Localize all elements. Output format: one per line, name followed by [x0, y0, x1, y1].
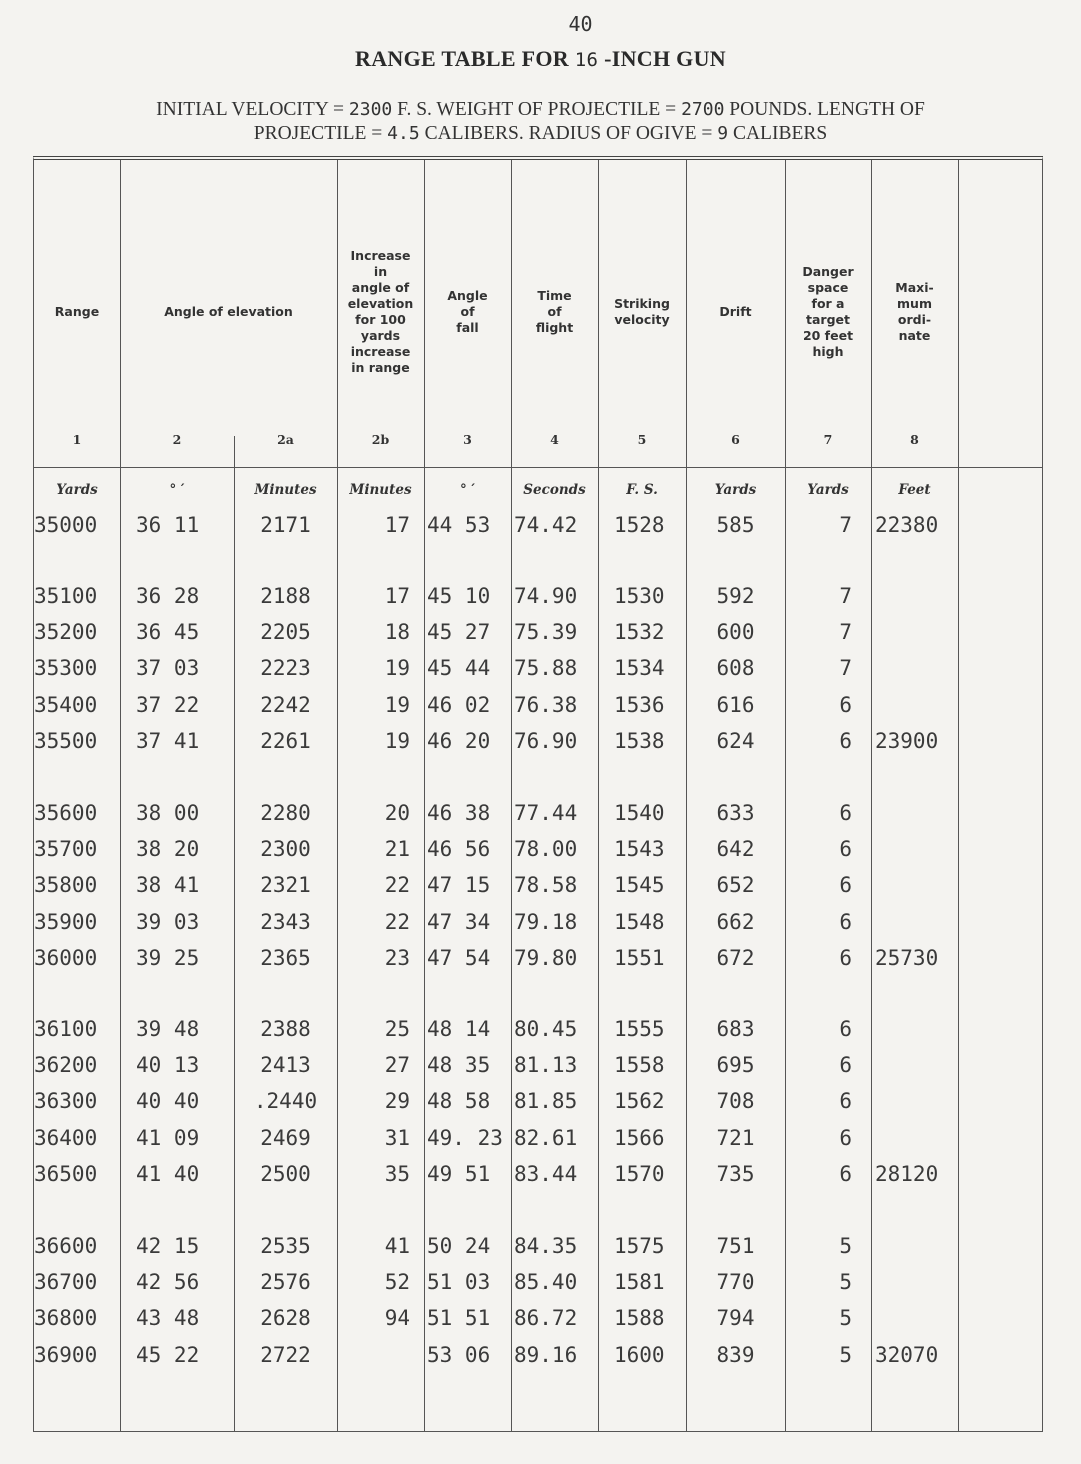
cell-vel: 1538	[614, 728, 665, 753]
header-text: Danger	[802, 264, 854, 279]
cell-incr: 29	[384, 1089, 410, 1114]
cell-danger: 5	[839, 1306, 852, 1331]
cell-danger: 6	[839, 837, 852, 862]
cell-danger: 6	[839, 1017, 852, 1041]
cell-vel: 1575	[614, 1234, 665, 1258]
title-suffix: -INCH GUN	[604, 46, 726, 71]
cell-elev-min: 2223	[260, 656, 311, 681]
column-number: 2	[172, 432, 182, 447]
cell-tof: 80.45	[514, 1017, 578, 1041]
header-text: target	[806, 312, 850, 327]
cell-drift: 721	[716, 1125, 755, 1150]
column-unit: Minutes	[349, 482, 412, 498]
cell-elev-min: 2343	[260, 909, 311, 934]
cell-vel: 1588	[614, 1306, 665, 1331]
cell-fall: 45 44	[427, 656, 491, 681]
cell-vel: 1555	[614, 1017, 665, 1041]
cell-fall: 45 27	[427, 620, 491, 645]
column-number: 5	[637, 432, 647, 447]
cell-elev: 42 15	[136, 1234, 200, 1258]
cell-elev-min: 2365	[260, 945, 311, 970]
column-unit: Minutes	[254, 482, 317, 498]
header-text: velocity	[614, 312, 670, 327]
cell-elev-min: 2300	[260, 837, 311, 862]
cell-maxord: 25730	[875, 945, 939, 970]
cell-vel: 1551	[614, 945, 665, 970]
cell-range: 35300	[34, 656, 98, 681]
header-text: Angle of elevation	[164, 304, 293, 319]
cell-range: 36200	[34, 1053, 98, 1078]
cell-elev-min: 2576	[260, 1270, 311, 1295]
cell-danger: 5	[839, 1342, 852, 1367]
cell-fall: 49 51	[427, 1161, 491, 1186]
cell-fall: 46 38	[427, 801, 491, 825]
cell-range: 35100	[34, 584, 98, 608]
cell-vel: 1600	[614, 1342, 665, 1367]
cell-vel: 1530	[614, 584, 665, 608]
title-prefix: RANGE TABLE FOR	[355, 46, 569, 71]
cell-range: 36800	[34, 1306, 98, 1331]
header-text: in range	[351, 360, 410, 375]
spec-line-1	[40, 98, 1041, 122]
cell-elev: 42 56	[136, 1270, 200, 1295]
cell-tof: 81.85	[514, 1089, 578, 1114]
column-number: 6	[731, 432, 740, 447]
cell-range: 35400	[34, 692, 98, 717]
cell-tof: 76.90	[514, 728, 578, 753]
header-text: Range	[54, 304, 100, 319]
cell-range: 35700	[34, 837, 98, 862]
cell-vel: 1532	[614, 620, 665, 645]
column-divider	[424, 160, 425, 1431]
header-text: angle of	[351, 280, 410, 295]
cell-tof: 75.39	[514, 620, 578, 645]
column-unit: Yards	[714, 482, 757, 498]
cell-fall: 51 03	[427, 1270, 491, 1295]
cell-drift: 616	[716, 692, 755, 717]
header-text: Time	[537, 288, 572, 303]
cell-danger: 7	[839, 656, 852, 681]
cell-range: 35500	[34, 728, 98, 753]
cell-incr: 18	[384, 620, 410, 645]
header-text: ordi-	[897, 312, 932, 327]
cell-elev: 38 20	[136, 837, 200, 862]
header-text: fall	[456, 320, 479, 335]
cell-fall: 47 15	[427, 873, 491, 898]
cell-danger: 6	[839, 1125, 852, 1150]
cell-range: 35200	[34, 620, 98, 645]
cell-range: 36700	[34, 1270, 98, 1295]
column-divider	[511, 160, 512, 1431]
header-text: high	[812, 344, 844, 359]
cell-elev-min: 2242	[260, 692, 311, 717]
cell-elev-min: 2280	[260, 801, 311, 825]
column-number: 3	[463, 432, 472, 447]
cell-elev: 39 25	[136, 945, 200, 970]
cell-vel: 1558	[614, 1053, 665, 1078]
cell-elev-min: 2205	[260, 620, 311, 645]
cell-range: 36400	[34, 1125, 98, 1150]
cell-range: 35900	[34, 909, 98, 934]
table-specifications	[40, 98, 1041, 146]
cell-range: 35800	[34, 873, 98, 898]
cell-elev: 41 40	[136, 1161, 200, 1186]
column-number: 4	[550, 432, 559, 447]
cell-tof: 84.35	[514, 1234, 578, 1258]
cell-incr: 23	[384, 945, 410, 970]
cell-elev: 39 03	[136, 909, 200, 934]
cell-drift: 770	[716, 1270, 755, 1295]
header-separator	[34, 467, 1042, 468]
cell-drift: 794	[716, 1306, 755, 1331]
cell-danger: 6	[839, 873, 852, 898]
cell-fall: 47 34	[427, 909, 491, 934]
cell-tof: 74.90	[514, 584, 578, 608]
cell-elev-min: 2188	[260, 584, 311, 608]
cell-fall: 46 02	[427, 692, 491, 717]
header-text: Drift	[719, 304, 752, 319]
cell-incr: 22	[384, 909, 410, 934]
spec-text: F. S. WEIGHT OF PROJECTILE =	[397, 99, 677, 120]
cell-drift: 672	[716, 945, 755, 970]
header-text: for 100	[355, 312, 406, 327]
cell-fall: 48 14	[427, 1017, 491, 1041]
cell-drift: 735	[716, 1161, 755, 1186]
spec-text: INITIAL VELOCITY =	[156, 99, 345, 120]
column-number: 2a	[277, 432, 294, 447]
cell-range: 36600	[34, 1234, 98, 1258]
cell-drift: 600	[716, 620, 755, 645]
cell-elev-min: 2628	[260, 1306, 311, 1331]
cell-fall: 50 24	[427, 1234, 491, 1258]
cell-vel: 1548	[614, 909, 665, 934]
range-table	[33, 156, 1043, 1432]
cell-vel: 1540	[614, 801, 665, 825]
cell-elev-min: 2722	[260, 1342, 311, 1367]
cell-elev-min: .2440	[253, 1089, 318, 1114]
cell-drift: 585	[716, 513, 755, 537]
cell-elev: 45 22	[136, 1342, 200, 1367]
cell-tof: 77.44	[514, 801, 578, 825]
cell-danger: 7	[839, 620, 852, 645]
cell-tof: 78.00	[514, 837, 578, 862]
cell-incr: 17	[384, 513, 410, 537]
spec-line-2	[40, 122, 1041, 146]
cell-danger: 6	[839, 801, 852, 825]
header-text: 20 feet	[802, 328, 854, 343]
cell-danger: 6	[839, 1161, 852, 1186]
cell-tof: 78.58	[514, 873, 578, 898]
cell-drift: 642	[716, 837, 755, 862]
cell-danger: 7	[839, 513, 852, 537]
cell-fall: 46 56	[427, 837, 491, 862]
cell-elev-min: 2413	[260, 1053, 311, 1078]
header-text: Increase	[350, 248, 411, 263]
spec-text: CALIBERS	[732, 123, 828, 144]
header-text: for a	[811, 296, 845, 311]
column-unit: ° ′	[459, 482, 475, 498]
cell-vel: 1562	[614, 1089, 665, 1114]
cell-elev-min: 2261	[260, 728, 311, 753]
cell-elev-min: 2469	[260, 1125, 311, 1150]
cell-elev: 39 48	[136, 1017, 200, 1041]
cell-tof: 82.61	[514, 1125, 578, 1150]
cell-incr: 19	[384, 728, 410, 753]
cell-danger: 6	[839, 692, 852, 717]
cell-tof: 76.38	[514, 692, 578, 717]
cell-vel: 1566	[614, 1125, 665, 1150]
cell-vel: 1570	[614, 1161, 665, 1186]
cell-danger: 6	[839, 728, 852, 753]
header-text: of	[460, 304, 475, 319]
cell-fall: 48 58	[427, 1089, 491, 1114]
cell-drift: 662	[716, 909, 755, 934]
cell-maxord: 32070	[875, 1342, 939, 1367]
cell-range: 36100	[34, 1017, 98, 1041]
cell-fall: 47 54	[427, 945, 491, 970]
projectile-length-value: 4.5	[387, 123, 420, 144]
cell-danger: 6	[839, 945, 852, 970]
cell-fall: 46 20	[427, 728, 491, 753]
header-text: of	[547, 304, 562, 319]
cell-fall: 49. 23	[427, 1125, 503, 1150]
column-number: 2b	[371, 432, 390, 447]
cell-elev: 38 41	[136, 873, 200, 898]
column-unit: Yards	[56, 482, 98, 498]
cell-range: 36300	[34, 1089, 98, 1114]
cell-drift: 624	[716, 728, 755, 753]
cell-elev: 37 03	[136, 656, 200, 681]
cell-elev-min: 2535	[260, 1234, 311, 1258]
spec-text: CALIBERS. RADIUS OF OGIVE =	[424, 123, 713, 144]
cell-drift: 608	[716, 656, 755, 681]
cell-danger: 7	[839, 584, 852, 608]
cell-danger: 5	[839, 1270, 852, 1295]
cell-tof: 85.40	[514, 1270, 578, 1295]
cell-incr: 27	[384, 1053, 410, 1078]
cell-vel: 1545	[614, 873, 665, 898]
cell-elev: 40 13	[136, 1053, 200, 1078]
column-number: 7	[823, 432, 833, 447]
column-divider	[120, 160, 121, 1431]
title-caliber: 16	[574, 49, 599, 71]
cell-elev-min: 2171	[260, 513, 311, 537]
header-text: increase	[350, 344, 411, 359]
column-number: 8	[910, 432, 919, 447]
header-text: flight	[535, 320, 574, 335]
spec-text: POUNDS. LENGTH OF	[729, 99, 925, 120]
header-text: space	[807, 280, 849, 295]
cell-vel: 1534	[614, 656, 665, 681]
cell-vel: 1528	[614, 513, 665, 537]
cell-tof: 75.88	[514, 656, 578, 681]
cell-drift: 695	[716, 1053, 755, 1078]
column-divider	[958, 160, 959, 1431]
cell-tof: 79.80	[514, 945, 578, 970]
cell-elev-min: 2321	[260, 873, 311, 898]
column-unit: ° ′	[169, 482, 185, 498]
cell-incr: 17	[384, 584, 410, 608]
column-divider	[871, 160, 872, 1431]
cell-incr: 20	[384, 801, 410, 825]
cell-drift: 633	[716, 801, 755, 825]
cell-elev: 37 41	[136, 728, 200, 753]
ogive-radius-value: 9	[717, 123, 729, 144]
cell-fall: 48 35	[427, 1053, 491, 1078]
header-text: mum	[897, 296, 932, 311]
cell-drift: 592	[716, 584, 755, 608]
cell-elev: 36 11	[136, 513, 200, 537]
cell-danger: 5	[839, 1234, 852, 1258]
column-divider	[598, 160, 599, 1431]
cell-incr: 21	[384, 837, 410, 862]
cell-elev-min: 2500	[260, 1161, 311, 1186]
cell-incr: 35	[384, 1161, 410, 1186]
page-title	[0, 46, 1081, 72]
cell-vel: 1581	[614, 1270, 665, 1295]
column-unit: Yards	[807, 482, 849, 498]
header-text: Maxi-	[895, 280, 934, 295]
cell-incr: 19	[384, 692, 410, 717]
header-text: nate	[898, 328, 931, 343]
initial-velocity-value: 2300	[348, 99, 393, 120]
cell-elev: 41 09	[136, 1125, 200, 1150]
cell-tof: 79.18	[514, 909, 578, 934]
cell-fall: 51 51	[427, 1306, 491, 1331]
cell-drift: 751	[716, 1234, 755, 1258]
header-text: elevation	[347, 296, 414, 311]
cell-range: 36900	[34, 1342, 98, 1367]
cell-tof: 86.72	[514, 1306, 578, 1331]
cell-maxord: 28120	[875, 1161, 939, 1186]
cell-incr: 52	[384, 1270, 410, 1295]
column-number: 1	[72, 432, 82, 447]
cell-range: 36000	[34, 945, 98, 970]
header-text: Striking	[614, 296, 670, 311]
cell-incr: 22	[384, 873, 410, 898]
cell-vel: 1536	[614, 692, 665, 717]
cell-range: 35600	[34, 801, 98, 825]
cell-elev: 36 28	[136, 584, 200, 608]
cell-incr: 31	[384, 1125, 410, 1150]
cell-range: 36500	[34, 1161, 98, 1186]
page-number: 40	[568, 12, 593, 36]
cell-fall: 53 06	[427, 1342, 491, 1367]
cell-drift: 652	[716, 873, 755, 898]
cell-incr: 25	[384, 1017, 410, 1041]
cell-incr: 41	[384, 1234, 410, 1258]
cell-drift: 683	[716, 1017, 755, 1041]
cell-elev: 43 48	[136, 1306, 200, 1331]
cell-incr: 94	[384, 1306, 410, 1331]
cell-danger: 6	[839, 1089, 852, 1114]
cell-vel: 1543	[614, 837, 665, 862]
cell-tof: 74.42	[514, 513, 578, 537]
cell-danger: 6	[839, 909, 852, 934]
cell-elev: 36 45	[136, 620, 200, 645]
cell-drift: 708	[716, 1089, 755, 1114]
cell-maxord: 22380	[875, 513, 939, 537]
cell-drift: 839	[716, 1342, 755, 1367]
cell-maxord: 23900	[875, 728, 939, 753]
cell-elev: 38 00	[136, 801, 200, 825]
projectile-weight-value: 2700	[681, 99, 725, 120]
cell-tof: 81.13	[514, 1053, 578, 1078]
cell-tof: 89.16	[514, 1342, 578, 1367]
spec-text: PROJECTILE =	[253, 123, 383, 144]
cell-tof: 83.44	[514, 1161, 578, 1186]
cell-fall: 44 53	[427, 513, 491, 537]
cell-incr: 19	[384, 656, 410, 681]
header-text: yards	[360, 328, 401, 343]
cell-elev-min: 2388	[260, 1017, 311, 1041]
header-text: Angle	[447, 288, 488, 303]
cell-range: 35000	[34, 513, 98, 537]
header-text: in	[373, 264, 388, 279]
column-unit: Seconds	[523, 482, 586, 498]
column-unit: Feet	[898, 482, 931, 498]
cell-elev: 40 40	[136, 1089, 200, 1114]
cell-danger: 6	[839, 1053, 852, 1078]
cell-elev: 37 22	[136, 692, 200, 717]
column-unit: F. S.	[626, 482, 658, 498]
cell-fall: 45 10	[427, 584, 491, 608]
